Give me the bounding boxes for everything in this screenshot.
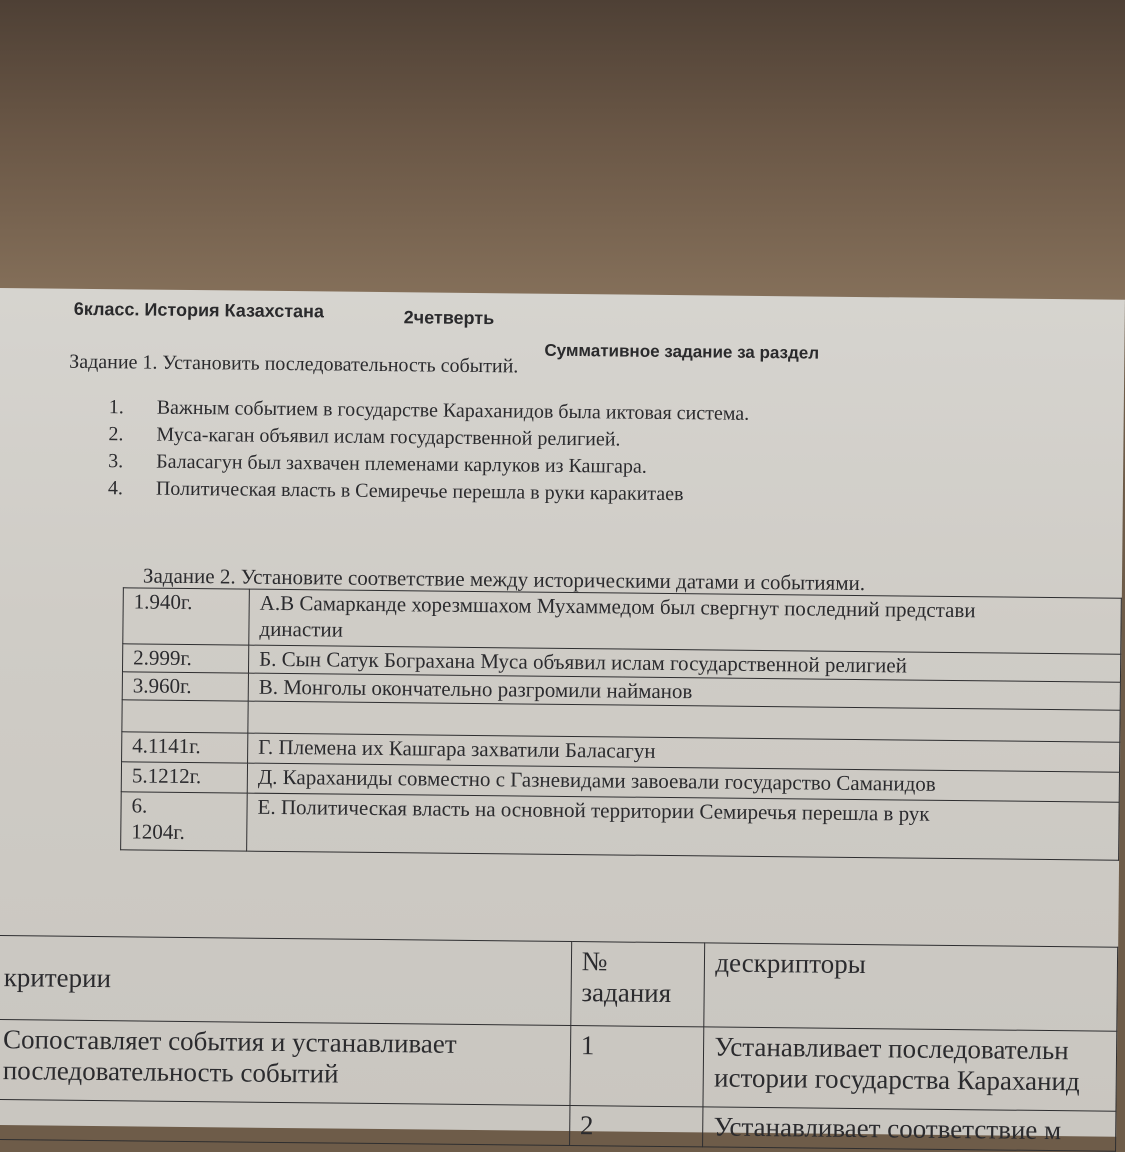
task-number-header-line1: № <box>582 946 695 978</box>
task1-event-list <box>108 396 109 504</box>
item-number: 1. <box>109 396 139 419</box>
date-text: 6. <box>131 792 236 819</box>
page-title: Суммативное задание за раздел <box>544 341 819 364</box>
descriptor-text-continued: истории государства Караханид <box>714 1063 1106 1098</box>
date-cell: 2.999г. <box>122 644 248 673</box>
event-cell: Д. Караханиды совместно с Газневидами завоевали государство Саманидов <box>247 763 1119 802</box>
descriptor-text: Устанавливает последовательн <box>714 1032 1106 1067</box>
descriptors-header: дескрипторы <box>704 943 1117 1031</box>
criteria-table <box>0 935 1118 1152</box>
descriptor-cell: Устанавливает соответствие м <box>703 1107 1116 1151</box>
criteria-cell <box>0 1019 571 1105</box>
task-number-header-line2: задания <box>581 977 694 1009</box>
criteria-text-continued: последовательность событий <box>3 1055 560 1092</box>
criteria-cell <box>0 1099 570 1145</box>
item-number: 3. <box>108 450 138 473</box>
criteria-header: критерии <box>0 935 571 1025</box>
item-text: Муса-каган объявил ислам государственной религией. <box>156 424 620 452</box>
table-surface <box>0 0 1125 300</box>
event-cell: В. Монголы окончательно разгромили найманов <box>248 673 1120 710</box>
item-text: Политическая власть в Семиречье перешла в руки каракитаев <box>156 478 684 507</box>
event-cell: Б. Сын Сатук Бограхана Муса объявил ислам государственной религией <box>248 645 1120 682</box>
table-row <box>0 1019 1117 1111</box>
task2-matching-table <box>120 587 1122 860</box>
table-row <box>121 792 1120 860</box>
event-cell: Е. Политическая власть на основной территории Семиречья перешла в рук <box>247 793 1120 860</box>
date-cell <box>122 700 248 733</box>
item-number: 2. <box>108 423 138 446</box>
task1-heading: Задание 1. Установить последовательность событий. <box>69 351 518 379</box>
event-cell <box>249 589 1122 654</box>
table-row <box>123 588 1122 654</box>
task-number-header <box>571 942 705 1027</box>
criteria-text: Сопоставляет события и устанавливает <box>3 1024 560 1061</box>
quarter-label: 2четверть <box>404 307 495 329</box>
date-text-continued: 1204г. <box>131 818 236 845</box>
date-cell: 1.940г. <box>123 588 250 645</box>
event-cell: Г. Племена их Кашгара захватили Баласагун <box>248 733 1120 772</box>
date-cell: 4.1141г. <box>122 732 248 763</box>
worksheet-page <box>0 288 1125 1137</box>
item-number: 4. <box>108 477 138 500</box>
task2-heading: Задание 2. Установите соответствие между историческими датами и событиями. <box>143 564 865 597</box>
date-cell <box>121 792 248 851</box>
item-text: Баласагун был захвачен племенами карлуков из Кашгара. <box>156 451 647 479</box>
descriptor-cell <box>703 1027 1116 1111</box>
task-number-cell: 2 <box>569 1106 703 1147</box>
event-text-continued: династии <box>259 616 1110 651</box>
item-text: Важным событием в государстве Караханидов была иктовая система. <box>157 397 750 426</box>
table-row <box>0 935 1118 1031</box>
date-cell: 3.960г. <box>122 672 248 701</box>
date-cell: 5.1212г. <box>121 762 247 793</box>
event-text: А.В Самарканде хорезмшахом Мухаммедом был свергнут последний представи <box>260 590 1111 625</box>
task-number-cell: 1 <box>570 1026 704 1107</box>
class-subject-heading: 6класс. История Казахстана <box>74 299 324 323</box>
